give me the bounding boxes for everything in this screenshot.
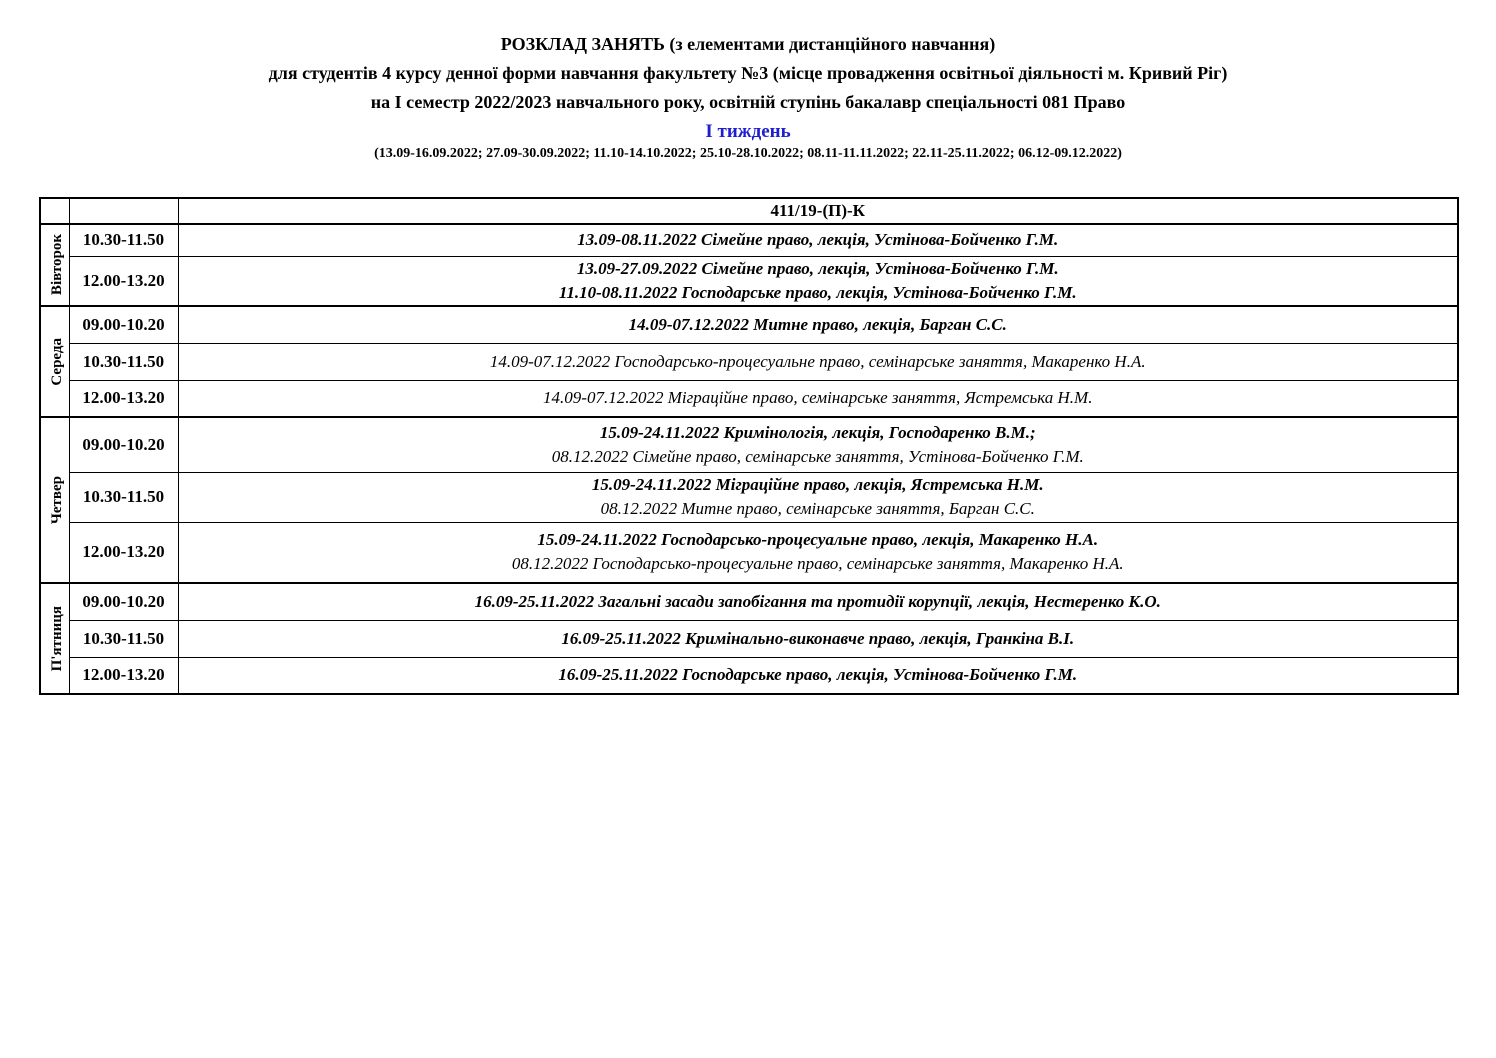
class-line: 14.09-07.12.2022 Міграційне право, семінарське заняття, Ястремська Н.М. (543, 388, 1093, 408)
class-line: 13.09-27.09.2022 Сімейне право, лекція, Устінова-Бойченко Г.М. (576, 258, 1059, 278)
class-line: 14.09-07.12.2022 Митне право, лекція, Барган С.С. (628, 314, 1007, 334)
class-line: 08.12.2022 Митне право, семінарське заняття, Барган С.С. (600, 499, 1035, 518)
table-row (40, 306, 1458, 343)
schedule-table (39, 197, 1459, 695)
class-line: 16.09-25.11.2022 Кримінально-виконавче право, лекція, Гранкіна В.І. (561, 628, 1075, 648)
table-row (40, 620, 1458, 657)
class-cell (178, 343, 1458, 380)
time-cell: 09.00-10.20 (69, 306, 178, 343)
group-header-row (40, 198, 1458, 224)
day-name: Четвер (49, 475, 65, 525)
class-cell (178, 417, 1458, 472)
class-cell (178, 380, 1458, 417)
table-row (40, 256, 1458, 306)
title-line-3: на І семестр 2022/2023 навчального року, освітній ступінь бакалавр спеціальності 081 Право (370, 92, 1126, 112)
class-line: 08.12.2022 Сімейне право, семінарське заняття, Устінова-Бойченко Г.М. (551, 446, 1084, 466)
class-cell (178, 472, 1458, 522)
class-line: 11.10-08.11.2022 Господарське право, лекція, Устінова-Бойченко Г.М. (558, 282, 1077, 302)
class-line: 14.09-07.12.2022 Господарсько-процесуальне право, семінарське заняття, Макаренко Н.А. (489, 351, 1146, 371)
title-line-2: для студентів 4 курсу денної форми навчання факультету №3 (місце провадження освітньої діяльності м. Кривий Ріг) (268, 63, 1228, 83)
day-cell (40, 306, 69, 417)
header-empty-day (40, 198, 69, 224)
class-cell (178, 583, 1458, 620)
title-line-1: РОЗКЛАД ЗАНЯТЬ (з елементами дистанційного навчання) (500, 34, 996, 54)
week-label: І тиждень (705, 121, 791, 142)
class-cell (178, 620, 1458, 657)
time-cell: 12.00-13.20 (69, 380, 178, 417)
class-line: 08.12.2022 Господарсько-процесуальне право, семінарське заняття, Макаренко Н.А. (511, 554, 1124, 574)
header-empty-time (69, 198, 178, 224)
time-cell: 09.00-10.20 (69, 417, 178, 472)
day-cell (40, 583, 69, 694)
day-name: Середа (49, 337, 65, 386)
time-cell: 10.30-11.50 (69, 343, 178, 380)
table-row (40, 472, 1458, 522)
class-cell (178, 522, 1458, 583)
class-line: 15.09-24.11.2022 Господарсько-процесуальне право, лекція, Макаренко Н.А. (537, 530, 1099, 550)
group-name: 411/19-(П)-К (178, 198, 1458, 224)
table-row (40, 522, 1458, 583)
time-cell: 10.30-11.50 (69, 472, 178, 522)
day-name: П'ятниця (49, 605, 65, 672)
table-row (40, 583, 1458, 620)
document-header (0, 30, 1496, 163)
table-row (40, 343, 1458, 380)
table-row (40, 657, 1458, 694)
class-cell (178, 224, 1458, 256)
class-line: 16.09-25.11.2022 Господарське право, лекція, Устінова-Бойченко Г.М. (558, 665, 1078, 685)
time-cell: 12.00-13.20 (69, 657, 178, 694)
time-cell: 10.30-11.50 (69, 620, 178, 657)
day-cell (40, 224, 69, 306)
day-cell (40, 417, 69, 583)
time-cell: 09.00-10.20 (69, 583, 178, 620)
table-row (40, 224, 1458, 256)
time-cell: 12.00-13.20 (69, 256, 178, 306)
day-name: Вівторок (49, 234, 65, 296)
class-line: 15.09-24.11.2022 Кримінологія, лекція, Господаренко В.М.; (599, 422, 1036, 442)
class-line: 16.09-25.11.2022 Загальні засади запобігання та протидії корупції, лекція, Нестеренко К.О. (474, 591, 1161, 611)
class-line: 13.09-08.11.2022 Сімейне право, лекція, Устінова-Бойченко Г.М. (577, 230, 1059, 250)
week-dates: (13.09-16.09.2022; 27.09-30.09.2022; 11.10-14.10.2022; 25.10-28.10.2022; 08.11-11.11.2022; 22.11-25.11.2022; 06.12-09.12.2022) (374, 146, 1122, 161)
class-cell (178, 306, 1458, 343)
class-cell (178, 256, 1458, 306)
time-cell: 12.00-13.20 (69, 522, 178, 583)
table-row (40, 417, 1458, 472)
time-cell: 10.30-11.50 (69, 224, 178, 256)
class-cell (178, 657, 1458, 694)
schedule-body (40, 198, 1458, 694)
class-line: 15.09-24.11.2022 Міграційне право, лекція, Ястремська Н.М. (591, 475, 1044, 494)
table-row (40, 380, 1458, 417)
